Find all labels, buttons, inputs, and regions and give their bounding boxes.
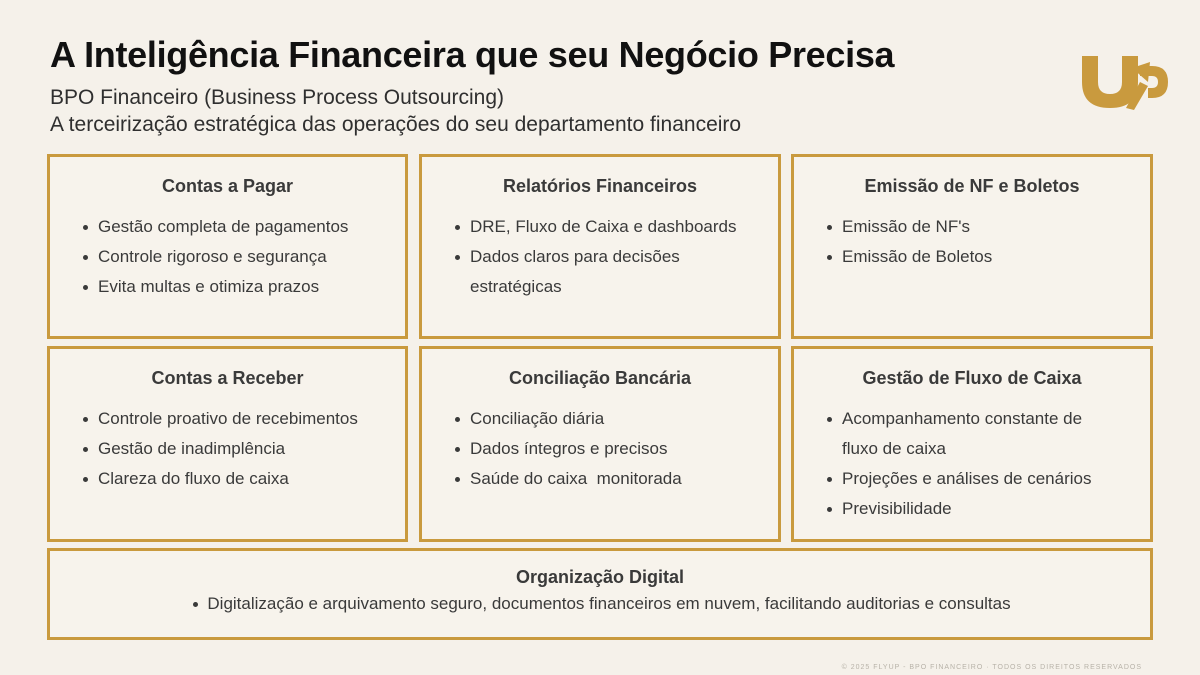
card-list xyxy=(50,591,1150,617)
card-contas-a-receber xyxy=(47,346,408,542)
card-gestao-fluxo-de-caixa xyxy=(791,346,1153,542)
card-contas-a-pagar xyxy=(47,154,408,339)
page-subtitle: BPO Financeiro (Business Process Outsourcing) xyxy=(50,86,505,109)
card-title: Organização Digital xyxy=(515,567,685,587)
card-list xyxy=(50,212,405,302)
list-item: Gestão de inadimplência xyxy=(80,434,405,464)
footer-copyright: © 2025 FLYUP - BPO FINANCEIRO · TODOS OS DIREITOS RESERVADOS xyxy=(841,664,1142,671)
list-item: Gestão completa de pagamentos xyxy=(80,212,405,242)
list-item: Saúde do caixa monitorada xyxy=(452,464,778,494)
list-item: Controle rigoroso e segurança xyxy=(80,242,405,272)
list-item: Dados íntegros e precisos xyxy=(452,434,778,464)
card-title: Relatórios Financeiros xyxy=(502,176,698,196)
card-title: Contas a Receber xyxy=(151,368,304,388)
page-tagline: A terceirização estratégica das operações do seu departamento financeiro xyxy=(50,113,742,136)
list-item: Evita multas e otimiza prazos xyxy=(80,272,405,302)
card-title: Conciliação Bancária xyxy=(508,368,692,388)
list-item: Clareza do fluxo de caixa xyxy=(80,464,405,494)
card-title: Emissão de NF e Boletos xyxy=(864,176,1080,196)
card-list xyxy=(794,404,1150,524)
list-item: Acompanhamento constante de fluxo de caixa xyxy=(824,404,1150,464)
list-item: Emissão de Boletos xyxy=(824,242,1150,272)
list-item: Dados claros para decisões estratégicas xyxy=(452,242,778,302)
list-item: Controle proativo de recebimentos xyxy=(80,404,405,434)
card-list xyxy=(794,212,1150,272)
card-conciliacao-bancaria xyxy=(419,346,781,542)
card-emissao-nf-boletos xyxy=(791,154,1153,339)
card-organizacao-digital xyxy=(47,548,1153,640)
list-item: DRE, Fluxo de Caixa e dashboards xyxy=(452,212,778,242)
list-item: Emissão de NF's xyxy=(824,212,1150,242)
card-relatorios-financeiros xyxy=(419,154,781,339)
card-list xyxy=(422,404,778,494)
card-title: Contas a Pagar xyxy=(161,176,294,196)
up-arrow-logo xyxy=(1078,52,1170,110)
card-list xyxy=(422,212,778,302)
card-list xyxy=(50,404,405,494)
page-title: A Inteligência Financeira que seu Negócio Precisa xyxy=(50,34,895,75)
list-item: Digitalização e arquivamento seguro, documentos financeiros em nuvem, facilitando auditorias e consultas xyxy=(189,591,1010,617)
list-item: Previsibilidade xyxy=(824,494,1150,524)
list-item: Conciliação diária xyxy=(452,404,778,434)
card-title: Gestão de Fluxo de Caixa xyxy=(862,368,1082,388)
list-item: Projeções e análises de cenários xyxy=(824,464,1150,494)
